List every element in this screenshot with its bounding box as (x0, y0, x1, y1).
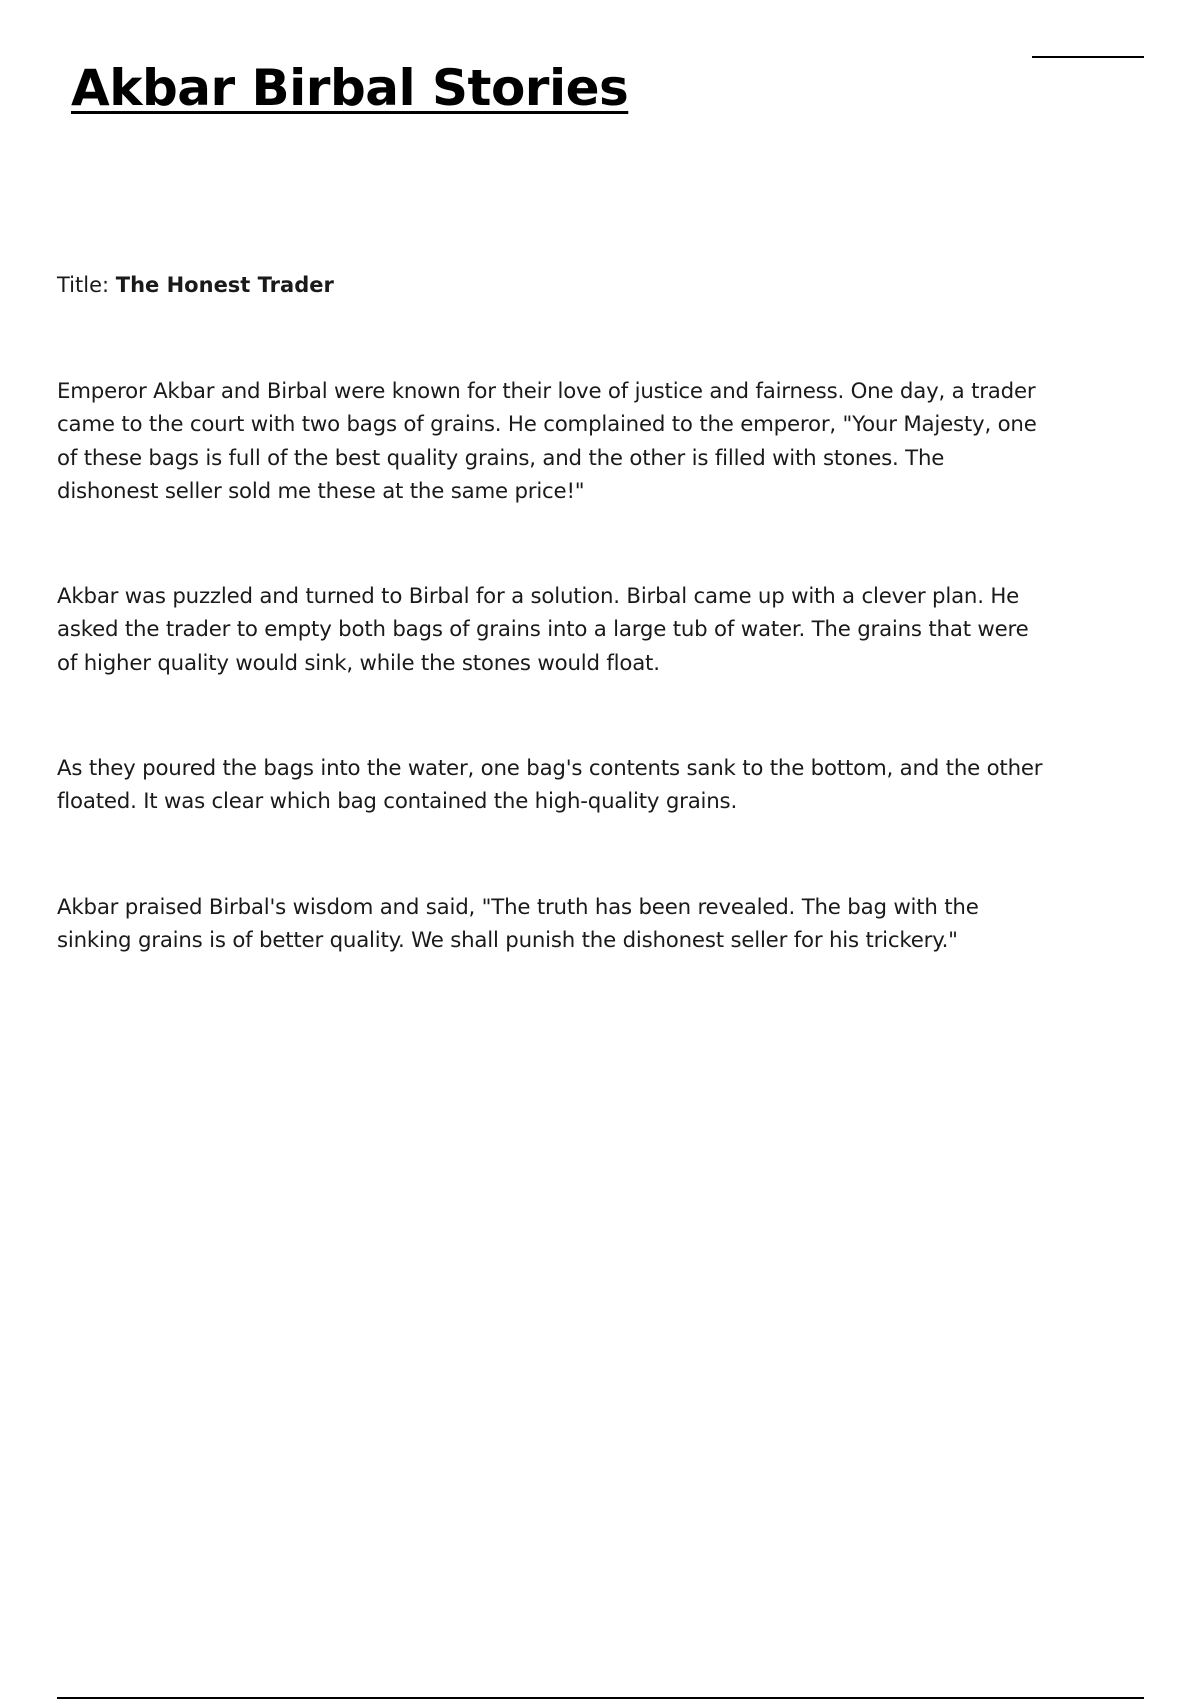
bottom-rule (57, 1697, 1144, 1699)
document-heading: Akbar Birbal Stories (71, 59, 629, 117)
story-paragraph: Akbar praised Birbal's wisdom and said, "The truth has been revealed. The bag with the sinking grains is of better quality. We shall punish the dishonest seller for his trickery." (57, 894, 979, 953)
story-title-value: The Honest Trader (115, 273, 334, 297)
story-paragraph: Akbar was puzzled and turned to Birbal for a solution. Birbal came up with a clever plan. He asked the trader to empty both bags of grains into a large tub of water. The grains that were of higher quality would sink, while the stones would float. (57, 584, 1029, 676)
top-right-rule (1032, 56, 1144, 58)
story-paragraph: Emperor Akbar and Birbal were known for their love of justice and fairness. One day, a trader came to the court with two bags of grains. He complained to the emperor, "Your Majesty, one of these bags is full of the best quality grains, and the other is filled with stones. The dishonest seller sold me these at the same price!" (57, 379, 1037, 504)
story-body (57, 375, 1047, 1029)
story-paragraph: As they poured the bags into the water, one bag's contents sank to the bottom, and the other floated. It was clear which bag contained the high-quality grains. (57, 756, 1043, 815)
story-title (57, 272, 334, 299)
story-title-label: Title: (57, 273, 110, 297)
